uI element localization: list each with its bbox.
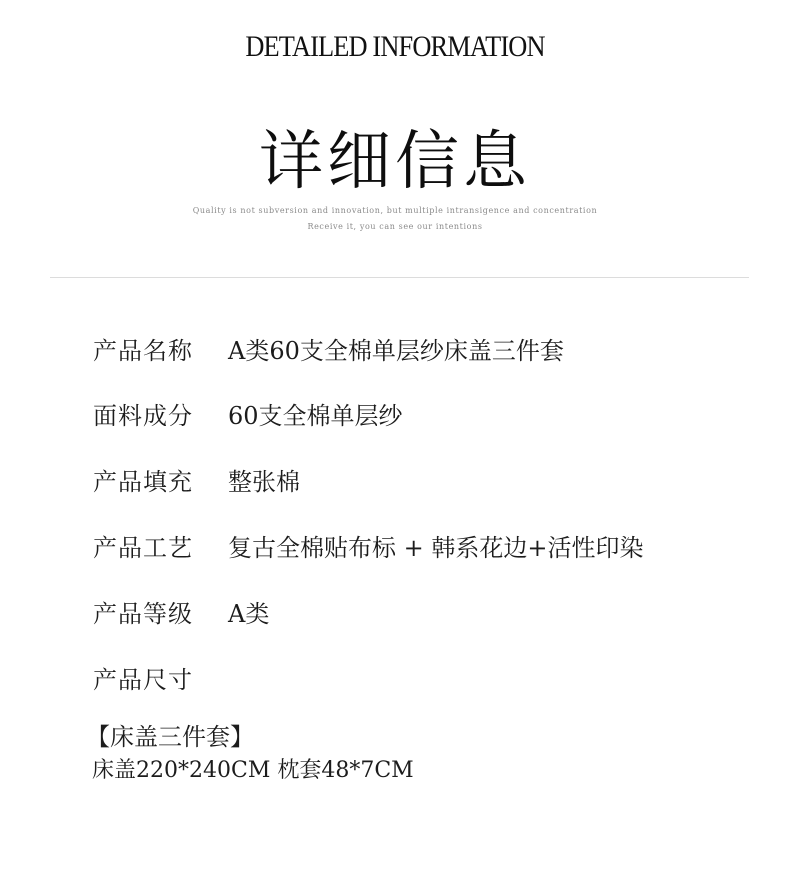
title-chinese: 详细信息 (259, 125, 531, 199)
tagline-line-1: Quality is not subversion and innovation, but multiple intransigence and concentration (192, 206, 598, 215)
spec-value: 整张棉 (228, 467, 300, 496)
spec-label: 产品工艺 (93, 533, 193, 562)
size-set-title: 【床盖三件套】 (86, 723, 254, 751)
spec-row-fabric (93, 395, 403, 431)
divider-line (50, 277, 749, 278)
spec-row-product-name (93, 330, 564, 366)
spec-label: 产品填充 (93, 467, 193, 496)
spec-label: 产品名称 (93, 336, 193, 365)
spec-row-craft (93, 527, 643, 563)
spec-value: A类60支全棉单层纱床盖三件套 (228, 336, 564, 365)
spec-row-size (93, 659, 228, 695)
spec-row-filling (93, 461, 300, 497)
spec-value: 复古全棉贴布标 + 韩系花边+活性印染 (228, 533, 644, 562)
spec-label: 产品尺寸 (93, 665, 193, 694)
size-set-detail: 床盖220*240CM 枕套48*7CM (92, 758, 414, 783)
spec-value: A类 (228, 599, 270, 628)
spec-row-grade (93, 593, 269, 629)
spec-label: 产品等级 (93, 599, 193, 628)
tagline-line-2: Receive it, you can see our intentions (307, 222, 483, 231)
spec-label: 面料成分 (93, 401, 193, 430)
spec-value: 60支全棉单层纱 (228, 401, 403, 430)
title-english: DETAILED INFORMATION (245, 30, 545, 63)
